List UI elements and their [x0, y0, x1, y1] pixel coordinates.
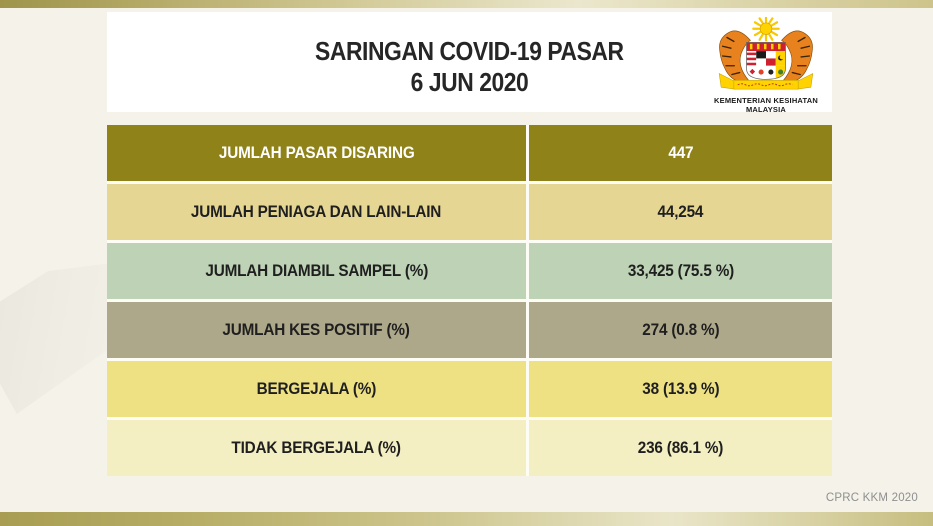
- row-value: 236 (86.1 %): [529, 420, 832, 476]
- table-row: [107, 361, 832, 417]
- ministry-logo: [706, 17, 826, 114]
- stats-table: [107, 125, 832, 476]
- table-row: [107, 243, 832, 299]
- row-value: 38 (13.9 %): [529, 361, 832, 417]
- table-row: [107, 184, 832, 240]
- header-panel: [107, 12, 832, 112]
- table-row: [107, 420, 832, 476]
- row-label: BERGEJALA (%): [107, 361, 526, 417]
- row-label: TIDAK BERGEJALA (%): [107, 420, 526, 476]
- row-value: 44,254: [529, 184, 832, 240]
- table-row: [107, 125, 832, 181]
- top-accent-strip: [0, 0, 933, 8]
- row-label: JUMLAH KES POSITIF (%): [107, 302, 526, 358]
- title-line-2: 6 JUN 2020: [410, 67, 529, 97]
- background-watermark: [0, 262, 120, 414]
- row-value: 274 (0.8 %): [529, 302, 832, 358]
- row-value: 33,425 (75.5 %): [529, 243, 832, 299]
- title-line-1: SARINGAN COVID-19 PASAR: [315, 36, 624, 66]
- bottom-accent-strip: [0, 512, 933, 526]
- row-value: 447: [529, 125, 832, 181]
- table-row: [107, 302, 832, 358]
- source-credit: CPRC KKM 2020: [825, 492, 918, 504]
- malaysia-coat-of-arms-icon: [707, 17, 825, 95]
- row-label: JUMLAH PENIAGA DAN LAIN-LAIN: [107, 184, 526, 240]
- row-label: JUMLAH PASAR DISARING: [107, 125, 526, 181]
- ministry-name-line-2: MALAYSIA: [745, 105, 787, 114]
- ministry-name-line-1: KEMENTERIAN KESIHATAN: [714, 96, 818, 105]
- row-label: JUMLAH DIAMBIL SAMPEL (%): [107, 243, 526, 299]
